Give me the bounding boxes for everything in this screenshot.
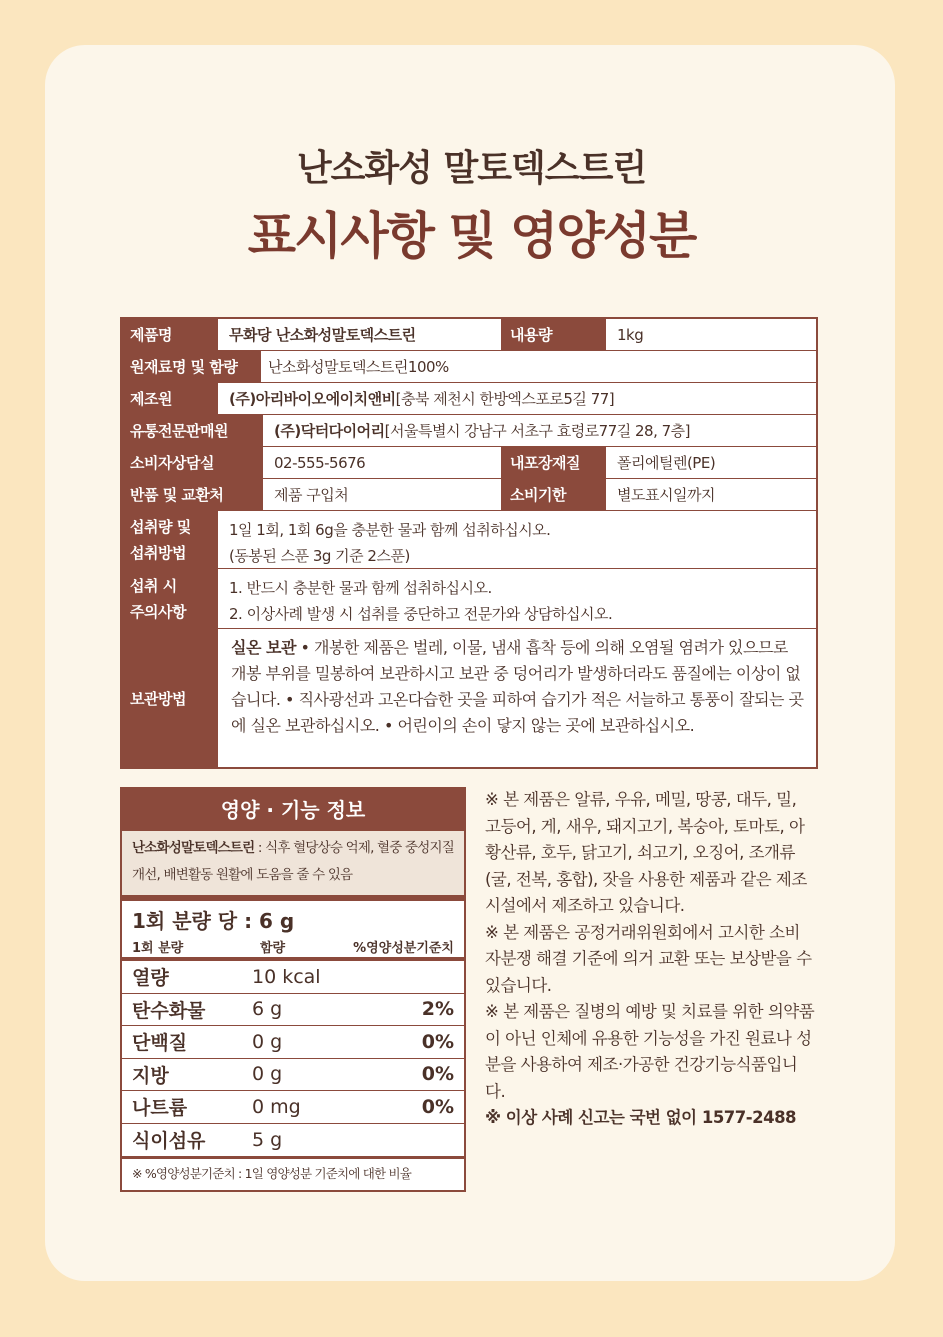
function-ingredient: 난소화성말토덱스트린	[132, 840, 255, 856]
distributor-name: (주)닥터다이어리	[274, 422, 385, 440]
info-row-maker	[122, 383, 816, 415]
nutrient-percent: 2%	[421, 998, 454, 1021]
nutrition-footnote: ※ %영양성분기준치 : 1일 영양성분 기준치에 대한 비율	[122, 1156, 464, 1186]
nutrient-percent: 0%	[421, 1095, 454, 1118]
info-row-ingredient	[122, 351, 816, 383]
ingredient-value: 난소화성말토덱스트린100%	[268, 358, 449, 376]
nutrient-percent: 0%	[421, 1030, 454, 1053]
info-row-product	[122, 319, 816, 351]
pack-label: 내포장재질	[502, 447, 607, 478]
report-notice: ※ 이상 사례 신고는 국번 없이 1577-2488	[485, 1108, 797, 1127]
nutrient-amount: 0 g	[252, 1030, 283, 1053]
storage-text: • 개봉한 제품은 벌레, 이물, 냄새 흡착 등에 의해 오염될 염려가 있으므로 개봉 부위를 밀봉하여 보관하시고 보관 중 덩어리가 발생하더라도 품질에는 이상이 없습니다. • 직사광선과 고온다습한 곳을 피하여 습기가 적은 서늘하고 통풍이 잘되는 곳에 실온 보관하십시오. • 어린이의 손이 닿지 않는 곳에 보관하십시오.	[231, 638, 804, 735]
nutrient-row	[122, 961, 464, 994]
compensation-notice: ※ 본 제품은 공정거래위원회에서 고시한 소비자분쟁 해결 기준에 의거 교환 또는 보상받을 수 있습니다.	[485, 922, 812, 995]
pack-value: 폴리에틸렌(PE)	[617, 454, 716, 472]
info-row-caution	[122, 569, 816, 629]
nutrient-row	[122, 1091, 464, 1124]
nutrient-row	[122, 1026, 464, 1059]
caution-line-2: 2. 이상사례 발생 시 섭취를 중단하고 전문가와 상담하십시오.	[229, 605, 613, 623]
info-row-storage	[122, 629, 816, 767]
expiry-label: 소비기한	[502, 479, 607, 510]
info-row-return	[122, 479, 816, 511]
volume-label: 내용량	[502, 319, 607, 350]
product-label: 제품명	[122, 319, 219, 350]
nutrient-name: 탄수화물	[132, 999, 206, 1022]
col-serving: 1회 분량	[132, 940, 184, 956]
return-label: 반품 및 교환처	[122, 479, 264, 510]
intake-line-1: 1일 1회, 1회 6g을 충분한 물과 함께 섭취하십시오.	[229, 521, 551, 539]
nutrient-row	[122, 1059, 464, 1092]
page-title: 표시사항 및 영양성분	[247, 207, 696, 265]
nutrient-name: 나트륨	[132, 1097, 188, 1120]
cs-value: 02-555-5676	[264, 447, 502, 478]
intake-line-2: (동봉된 스푼 3g 기준 2스푼)	[229, 547, 410, 565]
info-row-distributor	[122, 415, 816, 447]
function-text: : 식후 혈당상승 억제, 혈중 중성지질개선, 배변활동 원활에 도움을 줄 수 있음	[132, 840, 454, 883]
col-percent: %영양성분기준치	[353, 940, 454, 956]
functional-notice: ※ 본 제품은 질병의 예방 및 치료를 위한 의약품이 아닌 인체에 유용한 기능성을 가진 원료나 성분을 사용하여 제조·가공한 건강기능식품입니다.	[485, 1002, 815, 1101]
nutrient-percent: 0%	[421, 1063, 454, 1086]
volume-value: 1kg	[617, 325, 644, 344]
serving-size: 1회 분량 당 : 6 g	[132, 909, 295, 933]
caution-label-2: 주의사항	[130, 602, 186, 621]
expiry-value: 별도표시일까지	[617, 486, 715, 504]
maker-label: 제조원	[122, 383, 219, 414]
product-value: 무화당 난소화성말토덱스트린	[219, 319, 502, 350]
intake-label-2: 섭취방법	[130, 543, 186, 562]
nutrient-amount: 0 mg	[252, 1095, 301, 1118]
nutrition-rows	[122, 961, 464, 1156]
nutrition-panel	[120, 787, 466, 1192]
nutrient-name: 단백질	[132, 1032, 188, 1055]
product-title: 난소화성 말토덱스트린	[296, 148, 647, 189]
intake-label-1: 섭취량 및	[130, 517, 191, 536]
return-value: 제품 구입처	[264, 479, 502, 510]
nutrition-function-desc	[122, 831, 464, 901]
caution-label-1: 섭취 시	[130, 576, 177, 595]
nutrient-amount: 5 g	[252, 1128, 283, 1151]
distributor-label: 유통전문판매원	[122, 415, 264, 446]
nutrient-row	[122, 994, 464, 1027]
info-row-cs	[122, 447, 816, 479]
info-row-intake	[122, 511, 816, 569]
distributor-address: [서울특별시 강남구 서초구 효령로77길 28, 7층]	[384, 422, 691, 440]
storage-bold: 실온 보관	[231, 638, 296, 657]
nutrient-name: 열량	[132, 967, 169, 990]
nutrient-name: 식이섬유	[132, 1130, 206, 1153]
ingredient-label: 원재료명 및 함량	[122, 351, 262, 382]
maker-address: [충북 제천시 한방엑스포로5길 77]	[395, 390, 615, 408]
product-info-table	[120, 317, 818, 769]
notice-block	[485, 787, 815, 1132]
maker-name: (주)아리바이오에이치앤비	[229, 390, 396, 408]
caution-line-1: 1. 반드시 충분한 물과 함께 섭취하십시오.	[229, 579, 492, 597]
col-amount: 함량	[260, 940, 286, 956]
nutrient-name: 지방	[132, 1064, 169, 1087]
nutrient-amount: 6 g	[252, 998, 283, 1021]
nutrition-column-header	[122, 935, 464, 961]
nutrition-title: 영양 · 기능 정보	[122, 789, 464, 831]
nutrient-amount: 0 g	[252, 1063, 283, 1086]
nutrient-row	[122, 1124, 464, 1157]
allergy-notice: ※ 본 제품은 알류, 우유, 메밀, 땅콩, 대두, 밀, 고등어, 게, 새우, 돼지고기, 복숭아, 토마토, 아황산류, 호두, 닭고기, 쇠고기, 오징어, 조개류(굴, 전복, 홍합), 잣을 사용한 제품과 같은 제조 시설에서 제조하고 있습니다.	[485, 790, 807, 915]
nutrient-amount: 10 kcal	[252, 965, 321, 988]
cs-label: 소비자상담실	[122, 447, 264, 478]
storage-label: 보관방법	[122, 629, 219, 767]
